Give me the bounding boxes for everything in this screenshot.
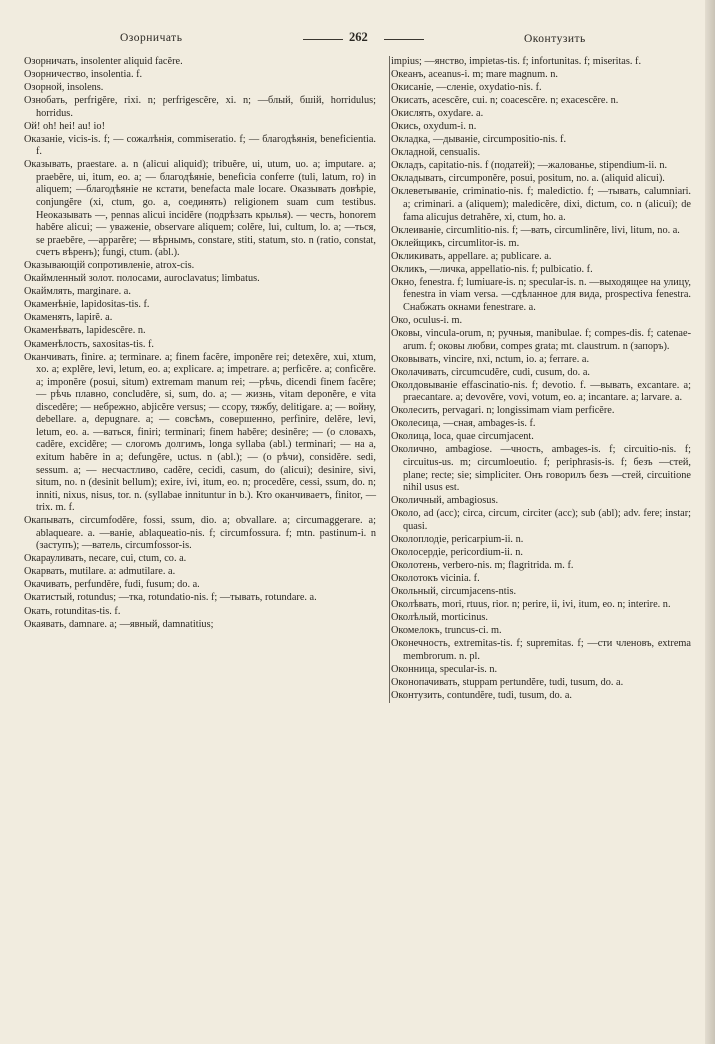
dictionary-entry: Околдовываніе effascinatio-nis. f; devotio. f. —вывать, excantare. a; praecantare. a; devovĕre, vovi, votum, eo. a; incantare. a; larvare. a. <box>391 379 691 404</box>
dictionary-entry: Окись, oxydum-i. n. <box>391 121 477 133</box>
dictionary-entry: Окно, fenestra. f; lumiuare-is. n; specular-is. n. —выходящее на улицу, fenestra in viam versa. —сдѣланное для вида, prospectiva fenestra. Снабжать окнами fenestrare. a. <box>391 276 691 313</box>
dictionary-entry: Ой! oh! hei! au! io! <box>24 120 105 132</box>
dictionary-entry: Околѣлый, morticinus. <box>391 612 488 624</box>
dictionary-entry: impius; —янство, impietas-tis. f; infortunitas. f; miseritas. f. <box>391 56 642 67</box>
dictionary-entry: Околесить, pervagari. n; longissimam viam perficĕre. <box>391 405 615 417</box>
dictionary-entry: Окаймлять, marginare. a. <box>24 286 131 298</box>
dictionary-entry: Оконопачивать, stuppam pertundĕre, tudi, tusum, do. a. <box>391 676 624 688</box>
dictionary-entry: Око, oculus-i. m. <box>391 314 463 326</box>
dictionary-entry: Околѣвать, mori, rtuus, rior. n; perire, ii, ivi, itum, eo. n; interire. n. <box>391 598 671 610</box>
dictionary-entry: Оконница, specular-is. n. <box>391 663 498 675</box>
right-column <box>389 56 691 703</box>
dictionary-entry: Окаменѣніе, lapidositas-tis. f. <box>24 299 150 311</box>
dictionary-entry: Околичный, ambagiosus. <box>391 495 499 507</box>
dictionary-entry: Окольный, circumjacens-ntis. <box>391 585 517 597</box>
left-column <box>24 56 376 632</box>
dictionary-entry: Оклейщикъ, circumlitor-is. m. <box>391 237 520 249</box>
dictionary-entry: Окаменѣвать, lapidescĕre. n. <box>24 325 146 337</box>
dictionary-entry: Околосердіе, pericordium-ii. n. <box>391 546 523 558</box>
header-right-word: Оконтузить <box>524 33 586 45</box>
dictionary-entry: Околоплодіе, pericarpium-ii. n. <box>391 533 524 545</box>
dictionary-entry: Оклеветываніе, criminatio-nis. f; maledictio. f; —тывать, calumniari. a; criminari. a (aliquem); maledicĕre, dixi, dictum, co. n (alicui); de fama alicujus detrahĕre, xi, ctum, ho. a. <box>391 186 691 223</box>
dictionary-entry: Окислять, oxydare. a. <box>391 108 484 120</box>
dictionary-entry: Океанъ, aceanus-i. m; mare magnum. n. <box>391 69 558 81</box>
dictionary-entry: Окомелокъ, truncus-ci. m. <box>391 625 502 637</box>
dictionary-entry: Окладка, —дываніе, circumpositio-nis. f. <box>391 134 567 146</box>
dictionary-entry: Окладъ, capitatio-nis. f (податей); —жалованье, stipendium-ii. n. <box>391 160 668 172</box>
dictionary-entry: Окарауливать, necare, cui, ctum, co. a. <box>24 553 187 565</box>
dictionary-entry: Озорничать, insolenter aliquid facĕre. <box>24 56 183 67</box>
dictionary-entry: Околотень, verbero-nis. m; flagritrida. m. f. <box>391 559 574 571</box>
dictionary-entry: Оковы, vincula-orum, n; ручныя, manibulae. f; compes-dis. f; catenae-arum. f; оковы любви, compes grata; mt. claustrum. n (запоръ). <box>391 327 691 352</box>
dictionary-entry: Околотокъ vicinia. f. <box>391 572 480 584</box>
dictionary-entry: Около, ad (acc); circa, circum, circiter (acc); sub (abl); adv. fere; instar; quasi. <box>391 508 691 532</box>
dictionary-entry: Окаймленный золот. полосами, auroclavatus; limbatus. <box>24 273 260 285</box>
dictionary-entry: Окатистый, rotundus; —тка, rotundatio-nis. f; —тывать, rotundare. a. <box>24 592 317 604</box>
dictionary-entry: Окарвать, mutilare. a: admutilare. a. <box>24 566 176 578</box>
dictionary-entry: Окаменять, lapirĕ. a. <box>24 312 113 324</box>
dictionary-entry: Окисаніе, —сленіе, oxydatio-nis. f. <box>391 82 542 94</box>
header-rule-right <box>384 39 424 40</box>
dictionary-entry: Окисать, acescĕre, cui. n; coacescĕre. n; exacescĕre. n. <box>391 95 619 107</box>
dictionary-entry: Околесица, —сная, ambages-is. f. <box>391 418 536 430</box>
dictionary-entry: Оклеиваніе, circumlitio-nis. f; —вать, circumlinĕre, livi, litum, no. a. <box>391 224 680 236</box>
dictionary-entry: Окачивать, perfundĕre, fudi, fusum; do. a. <box>24 579 200 591</box>
dictionary-entry: Окликивать, appellare. a; publicare. a. <box>391 250 552 262</box>
dictionary-entry: Оканчивать, finire. a; terminare. a; finem facĕre, imponĕre rei; detexĕre, xui, xtum, xo. a; explĕre, levi, letum, eo. a; explicare. a; impetrare. a; perficĕre. a; conficĕre. a; imponĕre (posui, situm) extremam manum rei; —рѣчь, dicendi finem facĕre; — рѣчь плавно, concludĕre, si, sum, do. a; — жизнь, vitam deponĕre, e vita discedĕre; — небрежно, abjicĕre versus; — ссору, тяжбу, delitigare. a; — войну, debellare. a, depugnare. a; — совсѣмъ, совершенно, perfinire, delĕre, levi, letum, eo. a. —ваться, finiri; terminari; finem habĕre; desinĕre; — (о словахъ, cadĕre, excidĕre; — слогомъ долгимъ, longa syllaba (abl.) terminari; — на a, exitum habĕre in a; defungĕre, uctus. n (abl.); — (о рѣчи), considĕre. sedi, sessum. a; — несчастливо, cadĕre, cecidi, casum, do (alicui); desinire, sivi, situm, no. n (desinit bellum); exire, ivi, itum, eo. n; procedĕre, cessi, ssum, do. n; inniti, nixus, nisus, tor. n. (syllabae innituntur in b.). Кто оканчиваетъ, finitor, —trix. m. f. <box>24 351 376 514</box>
dictionary-entry: Околица, loca, quae circumjacent. <box>391 431 534 443</box>
page-header <box>24 30 691 50</box>
dictionary-entry: Окаменѣлость, saxositas-tis. f. <box>24 338 154 350</box>
dictionary-entry: Околачивать, circumcudĕre, cudi, cusum, do. a. <box>391 366 590 378</box>
dictionary-entry: Окликъ, —личка, appellatio-nis. f; pulbicatio. f. <box>391 263 593 275</box>
header-rule-left <box>303 39 343 40</box>
dictionary-entry: Озорничество, insolentia. f. <box>24 69 143 81</box>
dictionary-entry: Ознобать, perfrigĕre, rixi. n; perfrigescĕre, xi. n; —блый, бшій, horridulus; horridus. <box>24 95 376 119</box>
dictionary-entry: Оказывающій сопротивленіе, atrox-cis. <box>24 260 195 272</box>
dictionary-entry: Окапывать, circumfodĕre, fossi, ssum, dio. a; obvallare. a; circumaggerare. a; ablaqueare. a. —ваніе, ablaqueatio-nis. f; circumfossura. f; mtn. pastinum-i. n (заступъ); —ватель, circumfossor-is. <box>24 515 376 552</box>
header-left-word: Озорничать <box>120 32 183 44</box>
dictionary-entry: Оказывать, praestare. a. n (alicui aliquid); tribuĕre, ui, utum, uo. a; imputare. a; praebĕre, ui, itum, eo. a; — благодѣяніе, beneficia conferre (tuli, latum, ro) in aliquem; —благодѣяніе не кстати, benefacta male locare. Оказывать довѣріе, conjungĕre (xi, ctum, go. a, соединять) religionem suam cum testibus. Неоказывать —, pennas alicui incidĕre (подрѣзать крылья). — честь, honorem habĕre alicui; — уваженіе, observare aliquem; colĕre, lui, cultum, lo. a; —ться, se praebĕre, —apparĕre; — вѣрнымъ, constare, stiti, statum, sto. n (ratio, constat, счетъ вѣренъ); fungi, ctum. (abl.). <box>24 159 376 259</box>
dictionary-entry: Околично, ambagiose. —чность, ambages-is. f; circuitio-nis. f; circuitus-us. m; circumloeutio. f; periphrasis-is. f; безъ —стей, plane; recte; sie; simpliciter. Онъ говорилъ безъ —стей, circuitione nihil usus est. <box>391 444 691 494</box>
dictionary-entry: Оковывать, vincire, nxi, nctum, io. a; ferrare. a. <box>391 353 590 365</box>
dictionary-entry: Окать, rotunditas-tis. f. <box>24 605 121 617</box>
dictionary-entry: Окаявать, damnare. a; —явный, damnatitius; <box>24 618 214 630</box>
dictionary-entry: Озорной, insolens. <box>24 82 104 94</box>
page-number: 262 <box>349 30 368 44</box>
dictionary-entry: Оконтузить, contundĕre, tudi, tusum, do. a. <box>391 689 572 701</box>
dictionary-entry: Оказаніе, vicis-is. f; — сожалѣнія, commiseratio. f; — благодѣянія, beneficientia. f. <box>24 133 376 158</box>
dictionary-entry: Окладной, censualis. <box>391 147 481 159</box>
dictionary-entry: Оконечность, extremitas-tis. f; supremitas. f; —сти членовъ, extrema membrorum. n. pl. <box>391 638 691 662</box>
dictionary-entry: Окладывать, circumponĕre, posui, positum, no. a. (aliquid alicui). <box>391 173 665 185</box>
